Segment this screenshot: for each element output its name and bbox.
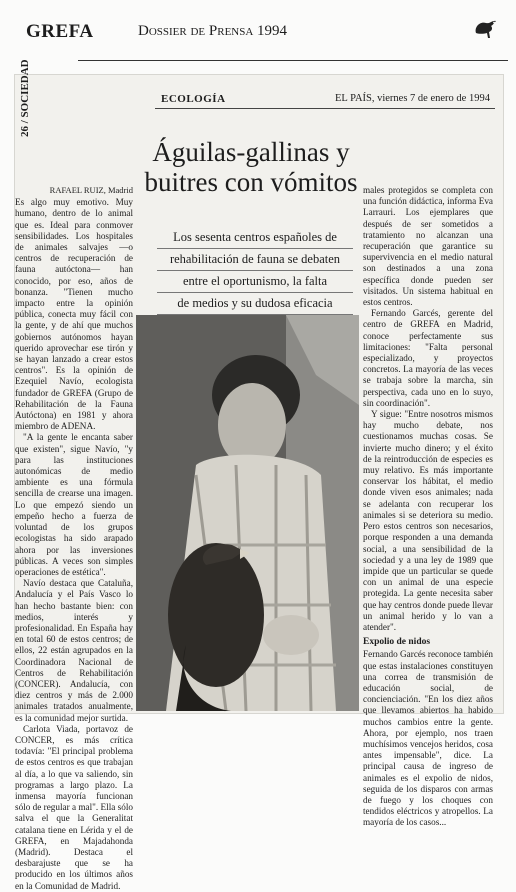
byline: RAFAEL RUIZ, Madrid — [49, 185, 133, 195]
subheading: Expolio de nidos — [363, 637, 431, 648]
page-header — [14, 17, 504, 47]
section-label: ECOLOGÍA — [161, 93, 226, 105]
photo-image — [136, 315, 359, 711]
headline-line: Águilas-gallinas y — [152, 137, 350, 167]
paragraph: Fernando Garcés reconoce también que estas instalaciones constituyen una correa de transmisión de educación social, de concienciación. "En los diez años que llevamos abiertos ha habido muchos cambios entre la gente. Ahora, por ejemplo, nos traen muchísimos vencejos heridos, cosa antes impensable", dice. La principal causa de ingreso de animales es el expolio de nidos, seguida de los disparos con armas de fuego y los choques con tendidos eléctricos y atropellos. La mayoría de los casos... — [363, 649, 493, 828]
paragraph: Navío destaca que Cataluña, Andalucía y el País Vasco lo han hecho bastante bien: con medios, interés y profesionalidad. En España hay en total 60 de estos centros; de ellos, 22 están agrupados en la Coordinadora Nacional de Centros de Rehabilitación (CONCER). Andalucía, con diez centros y más de 2.000 animales tratados anualmente, es la comunidad mejor surtida. — [15, 578, 133, 723]
deck-line: entre el oportunismo, la falta — [157, 271, 353, 293]
paragraph: Carlota Viada, portavoz de CONCER, es más crítica todavía: "El principal problema de estos centros es que trabajan al día, a lo que va saliendo, sin programas a largo plazo. La inmensa mayoría funcionan sólo de regular a mal". Ella sólo salva el que la Generalitat catalana tiene en Lérida y el de GREFA, en Majadahonda (Madrid). Destaca el desbarajuste que se ha producido en los últimos años en la Comunidad de Madrid. — [15, 723, 133, 891]
header-rule — [78, 60, 508, 61]
deck-line: Los sesenta centros españoles de — [157, 227, 353, 249]
paragraph: Fernando Garcés, gerente del centro de GREFA en Madrid, conoce perfectamente sus limitaciones: "Falta personal especializado, y proyectos concretos. La mayoría de las veces se trabaja sobre la marcha, sin perspectiva, cada uno en lo suyo, sin coordinación". — [363, 308, 493, 408]
headline — [135, 137, 367, 197]
article-column-right — [363, 185, 493, 828]
paragraph: males protegidos se completa con una función didáctica, informa Eva Larrauri. Los ejemplares que después de ser sometidos a tratamiento no alcanzan una recuperación que garantice su supervivencia en el medio natural son destinados a una zona específica donde pueden ser visitados. Un sistema habitual en estos centros. — [363, 185, 493, 308]
photo-man-with-eagle — [136, 315, 359, 711]
article-column-left — [15, 185, 133, 891]
bird-logo-icon — [470, 17, 500, 41]
dossier-title: Dossier de Prensa 1994 — [138, 23, 288, 39]
brand-name: GREFA — [26, 21, 94, 42]
deck — [157, 227, 353, 315]
paragraph: "A la gente le encanta saber que existen", sigue Navío, "y para las instituciones autonómicas de medio ambiente es una fórmula sencilla de crearse una imagen. Lo que empezó siendo un empeño hecho a fuerza de voluntad de los grupos ecologistas ha sido arapado ahora por las inversiones públicas. A veces son simples operaciones de estética". — [15, 432, 133, 577]
deck-line: rehabilitación de fauna se debaten — [157, 249, 353, 271]
section-rule — [155, 108, 495, 109]
paragraph: Es algo muy emotivo. Muy humano, dentro de lo animal que es. Ideal para conmover sensibilidades. Los hospitales de animales salvajes —o centros de recuperación de fauna autóctona— han conocido, por eso, años de bonanza. "Tienen mucho impacto entre la opinión pública, conecta muy fácil con la gente, y de ahí que muchos gobiernos autónomos hayan querido aprovechar ese tirón y se hayan lanzado a crear estos centros". Es la opinión de Ezequiel Navío, ecologista fundador de GREFA (Grupo de Rehabilitación de la Fauna Autóctona) en 1981 y ahora miembro de ADENA. — [15, 197, 133, 432]
paragraph: Y sigue: "Entre nosotros mismos hay mucho debate, nos cuestionamos muchas cosas. Se invierte mucho dinero; y el éxito de la reintroducción de especies es muy relativo. Es más importante conservar los hábitat, el medio donde viven esos animales; nada se adelanta con recuperar los animales si se deteriora su medio. Pero estos centros son necesarios, porque responden a una demanda social, a una sensibilidad de la sociedad y a una ley de 1989 que impide que un particular se quede con un animal de una especie protegida. La gente necesita saber que hay centros donde puede llevar un animal herido y lo van a atender". — [363, 409, 493, 632]
section-vertical-label: 26 / SOCIEDAD — [19, 59, 31, 137]
deck-line: de medios y su dudosa eficacia — [157, 293, 353, 315]
headline-line: buitres con vómitos — [144, 167, 358, 197]
newspaper-clipping — [14, 59, 504, 891]
newspaper-date: EL PAÍS, viernes 7 de enero de 1994 — [335, 93, 490, 104]
